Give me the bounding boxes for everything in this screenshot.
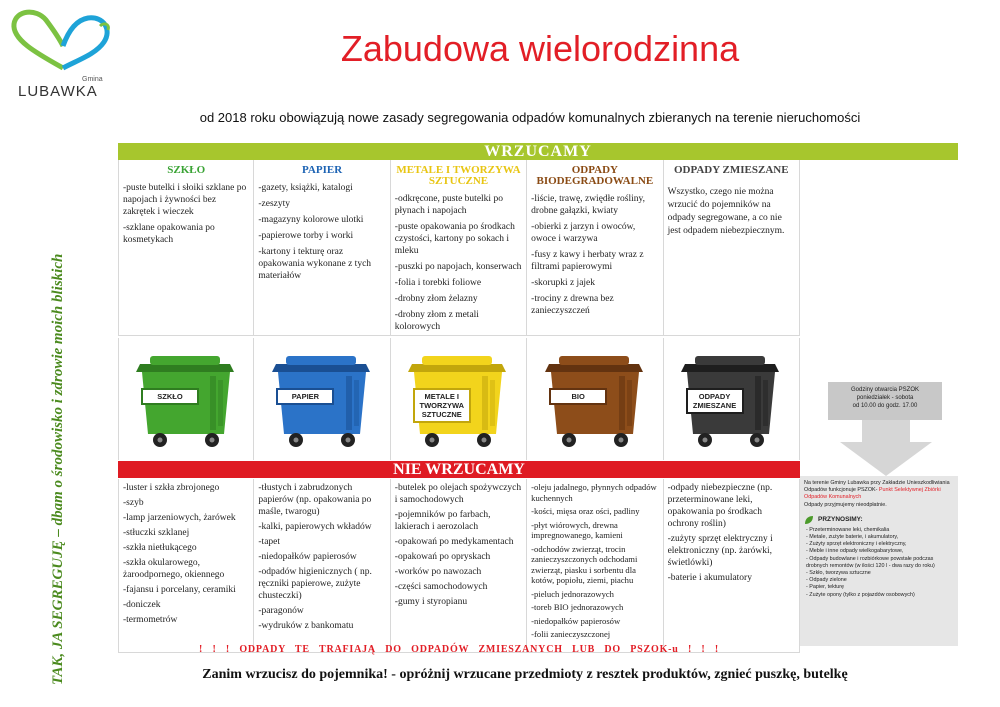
list-item: -zużyty sprzęt elektryczny i elektroniczny (np. żarówki, świetlówki) [667, 534, 773, 568]
nie-wrzucamy-col-zmieszane [664, 479, 800, 652]
wrzucamy-col-papier [254, 160, 390, 335]
bin-cell [254, 338, 390, 460]
list-item: - Szkło, tworzywa sztuczne [806, 570, 871, 577]
list-item: -skorupki z jajek [531, 278, 596, 288]
leaf-icon [804, 515, 814, 525]
col-title-papier: PAPIER [302, 164, 343, 176]
bin-cell [118, 338, 254, 460]
list-item: -lamp jarzeniowych, żarówek [123, 513, 236, 523]
list-item: -niedopałków papierosów [258, 552, 357, 562]
logo-gmina-text: Gmina [82, 76, 103, 83]
list-item: - Papier, tekturę [806, 584, 845, 591]
bin-cell [664, 338, 800, 460]
list-item: - Meble i inne odpady wielkogabarytowe, [806, 548, 904, 555]
list-item: -stłuczki szklanej [123, 528, 190, 538]
wrzucamy-grid [118, 160, 800, 336]
list-item: -tapet [258, 537, 281, 547]
list-item: - Odpady budowlane i rozbiórkowe powstałe podczas drobnych remontów (w ilości 120 l - dwa razy do roku) [806, 555, 935, 569]
pszok-hours-box [828, 382, 942, 420]
bins-row [118, 338, 800, 460]
list-item: -obierki z jarzyn i owoców, owoce i warzywa [531, 222, 636, 244]
list-item: -puste opakowania po środkach czystości, kartony po sokach i mleku [394, 222, 515, 256]
list-item: -części samochodowych [394, 582, 488, 592]
list-item: - Zużyte opony (tylko z pojazdów osobowych) [806, 591, 915, 598]
list-item: -oleju jadalnego, płynnych odpadów kuchennych [531, 482, 657, 503]
list-item: - Przeterminowane leki, chemikalia [806, 526, 890, 533]
list-item: -kartony i tekturę oraz opakowania wykonane z tych materiałów [258, 247, 372, 281]
list-item: -odkręcone, puste butelki po płynach i napojach [394, 194, 503, 216]
list-item: -magazyny kolorowe ulotki [258, 215, 364, 225]
list-item: -drobny złom żelazny [394, 294, 478, 304]
down-arrow-icon [838, 420, 934, 476]
col-title-zmieszane: ODPADY ZMIESZANE [673, 164, 789, 176]
side-slogan: TAK, JA SEGREGUJĘ – dbam o środowisko i zdrowie moich bliskich [50, 253, 66, 685]
list-item: -termometrów [123, 615, 178, 625]
list-item: -folia i torebki foliowe [394, 278, 482, 288]
zmieszane-description: Wszystko, czego nie można wrzucić do pojemników na odpady segregowane, a co nie jest odpadem niebezpiecznym. [667, 187, 785, 236]
list-item: -odpady niebezpieczne (np. przeterminowane leki, opakowania po środkach ochrony roślin) [667, 483, 773, 529]
list-item: -gazety, książki, katalogi [258, 183, 353, 193]
list-item: -drobny złom z metali kolorowych [394, 310, 479, 332]
list-item: -kości, mięsa oraz ości, padliny [531, 506, 640, 516]
bring-list [804, 527, 954, 599]
bring-header-label: PRZYNOSIMY: [818, 516, 863, 524]
list-item: -szyb [123, 498, 144, 508]
list-item: -puszki po napojach, konserwach [394, 262, 522, 272]
list-item: -toreb BIO jednorazowych [531, 602, 624, 612]
wrzucamy-list-papier [258, 182, 385, 282]
nie-wrzucamy-col-metale [391, 479, 527, 652]
pszok-intro-red: Punkt Selektywnej Zbiórki Odpadów Komunalnych [804, 487, 941, 501]
list-item: - Odpady zielone [806, 577, 847, 584]
nie-wrzucamy-header: NIE WRZUCAMY [118, 461, 800, 478]
list-item: -luster i szkła zbrojonego [123, 483, 220, 493]
pszok-hours-time: od 10.00 do godz. 17.00 [852, 403, 918, 409]
list-item: -fajansu i porcelany, ceramiki [123, 585, 236, 595]
wrzucamy-col-metale [391, 160, 527, 335]
wrzucamy-list-bio [531, 193, 658, 317]
bin-label: BIO [549, 388, 607, 405]
bin-cell [391, 338, 527, 460]
list-item: - Zużyty sprzęt elektroniczny i elektryczny, [806, 541, 907, 548]
pszok-intro [804, 480, 954, 502]
bin-label: METALE I TWORZYWA SZTUCZNE [413, 388, 471, 423]
wrzucamy-header: WRZUCAMY [118, 143, 958, 160]
nie-wrzucamy-col-papier [254, 479, 390, 652]
list-item: -worków po nawozach [394, 567, 482, 577]
list-item: -paragonów [258, 606, 304, 616]
wrzucamy-col-bio [527, 160, 663, 335]
wrzucamy-list-metale [395, 193, 522, 333]
list-item: -doniczek [123, 600, 161, 610]
bring-header [804, 515, 954, 525]
nie-wrzucamy-col-bio [527, 479, 663, 652]
list-item: -odchodów zwierząt, trocin zanieczyszczonych odchodami zwierząt, piasku i sorbentu dla kotów, popiołu, ziemi, piachu [531, 543, 638, 585]
list-item: -opakowań po opryskach [394, 552, 491, 562]
list-item: -kalki, papierowych wkładów [258, 522, 372, 532]
logo-name-text: LUBAWKA [18, 83, 98, 100]
logo [8, 6, 118, 100]
pszok-intro-1: Na terenie Gminy Lubawka przy Zakładzie Unieszkodliwiania Odpadów funkcjonuje PSZOK- [804, 480, 950, 494]
heart-logo-icon [8, 6, 118, 78]
col-title-metale: METALE I TWORZYWA SZTUCZNE [396, 164, 521, 187]
col-title-bio: ODPADY BIODEGRADOWALNE [536, 164, 654, 187]
col-title-szklo: SZKŁO [167, 164, 206, 176]
list-item: -pojemników po farbach, lakierach i aerozolach [394, 510, 491, 532]
footer-note: Zanim wrzucisz do pojemnika! - opróżnij wrzucane przedmioty z resztek produktów, zgnieć puszkę, butelkę [202, 667, 848, 682]
list-item: -szkła okularowego, żaroodpornego, okiennego [123, 558, 225, 580]
bin-label: PAPIER [276, 388, 334, 405]
list-item: -gumy i styropianu [394, 597, 468, 607]
list-item: -tłustych i zabrudzonych papierów (np. opakowania po maśle, twarogu) [258, 483, 372, 517]
bin-label: SZKŁO [141, 388, 199, 405]
list-item: -papierowe torby i worki [258, 231, 354, 241]
list-item: - Metale, zużyte baterie, i akumulatory, [806, 534, 899, 541]
list-item: -wydruków z bankomatu [258, 621, 354, 631]
pszok-info-panel [800, 476, 958, 646]
page-title: Zabudowa wielorodzinna [340, 28, 740, 69]
list-item: -puste butelki i słoiki szklane po napojach i żywności bez zakrętek i wieczek [123, 183, 247, 217]
list-item: -płyt wiórowych, drewna impregnowanego, kamieni [531, 519, 623, 540]
list-item: -niedopałków papierosów [531, 615, 621, 626]
pszok-warning: ! ! ! ODPADY TE TRAFIAJĄ DO ODPADÓW ZMIESZANYCH LUB DO PSZOK-u ! ! ! [199, 644, 719, 655]
list-item: -opakowań po medykamentach [394, 537, 514, 547]
list-item: -butelek po olejach spożywczych i samochodowych [394, 483, 522, 505]
list-item: -folii zanieczyszczonej [531, 629, 611, 639]
pszok-hours-title: Godziny otwarcia PSZOK [850, 387, 920, 393]
bin-label: ODPADY ZMIESZANE [686, 388, 744, 414]
list-item: -fusy z kawy i herbaty wraz z filtrami papierowymi [531, 250, 644, 272]
list-item: -szkła nietłukącego [123, 543, 197, 553]
list-item: -zeszyty [258, 199, 291, 209]
list-item: -pieluch jednorazowych [531, 588, 614, 599]
list-item: -baterie i akumulatory [667, 573, 752, 583]
page-subtitle: od 2018 roku obowiązują nowe zasady segregowania odpadów komunalnych zbieranych na terenie nieruchomości [199, 110, 861, 125]
nie-wrzucamy-grid [118, 479, 800, 653]
list-item: -liście, trawę, zwiędłe rośliny, drobne gałązki, kwiaty [531, 194, 646, 216]
pszok-intro-2: Odpady przyjmujemy nieodpłatnie. [804, 501, 887, 508]
list-item: -trociny z drewna bez zanieczyszczeń [531, 294, 614, 316]
nie-wrzucamy-col-szklo [118, 479, 254, 652]
list-item: -szklane opakowania po kosmetykach [123, 223, 215, 245]
bin-cell [527, 338, 663, 460]
wrzucamy-col-zmieszane [664, 160, 800, 335]
pszok-hours-days: poniedziałek - sobota [856, 395, 914, 401]
list-item: -odpadów higienicznych ( np. ręczniki papierowe, zużyte chusteczki) [258, 567, 372, 601]
wrzucamy-list-szklo [123, 182, 249, 246]
wrzucamy-col-szklo [118, 160, 254, 335]
